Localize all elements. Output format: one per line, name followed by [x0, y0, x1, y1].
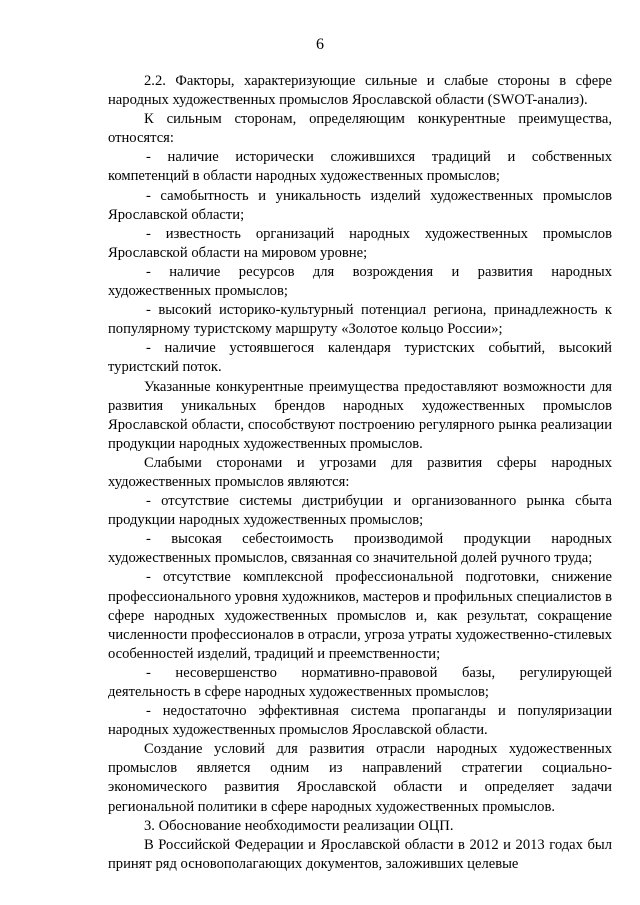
paragraph: Создание условий для развития отрасли народных художественных промыслов является одним из направлений стратегии социально-экономического развития Ярославской области и определяет задачи региональной политики в сфере народных художественных промыслов.: [108, 741, 612, 815]
list-item: - высокий историко-культурный потенциал региона, принадлежность к популярному туристскому маршруту «Золотое кольцо России»;: [108, 302, 612, 338]
list-item: - наличие ресурсов для возрождения и развития народных художественных промыслов;: [108, 263, 612, 300]
list-item: - наличие устоявшегося календаря туристских событий, высокий туристский поток.: [108, 340, 612, 376]
list-item: - несовершенство нормативно-правовой базы, регулирующей деятельность в сфере народных художественных промыслов;: [108, 664, 612, 700]
paragraph: К сильным сторонам, определяющим конкурентные преимущества, относятся:: [108, 111, 612, 147]
paragraph: В Российской Федерации и Ярославской области в 2012 и 2013 годах был принят ряд основополагающих документов, заложивших целевые: [108, 836, 612, 872]
paragraph: Указанные конкурентные преимущества предоставляют возможности для развития уникальных брендов народных художественных промыслов Ярославской области, способствуют построению регулярного рынка реализации продукции народных художественных промыслов.: [108, 378, 612, 452]
list-item: - отсутствие комплексной профессиональной подготовки, снижение профессионального уровня художников, мастеров и профильных специалистов в сфере народных художественных промыслов и, как результат, сокращение численности профессионалов в отрасли, угроза утраты художественно-стилевых особенностей изделий, традиций и преемственности;: [108, 569, 612, 662]
section-heading-2-2: 2.2. Факторы, характеризующие сильные и слабые стороны в сфере народных художественных промыслов Ярославской области (SWOT-анализ).: [108, 73, 612, 109]
list-item: - самобытность и уникальность изделий художественных промыслов Ярославской области;: [108, 187, 612, 223]
section-heading-3: 3. Обоснование необходимости реализации ОЦП.: [144, 817, 454, 834]
list-item: - отсутствие системы дистрибуции и организованного рынка сбыта продукции народных художественных промыслов;: [108, 493, 612, 529]
page-number: 6: [316, 36, 324, 53]
list-item: - наличие исторически сложившихся традиций и собственных компетенций в области народных художественных промыслов;: [108, 149, 612, 185]
list-item: - известность организаций народных художественных промыслов Ярославской области на мировом уровне;: [108, 225, 612, 261]
list-item: - высокая себестоимость производимой продукции народных художественных промыслов, связанная со значительной долей ручного труда;: [108, 531, 612, 567]
paragraph: Слабыми сторонами и угрозами для развития сферы народных художественных промыслов являются:: [108, 454, 612, 490]
document-body: [108, 72, 612, 874]
list-item: - недостаточно эффективная система пропаганды и популяризации народных художественных промыслов Ярославской области.: [108, 703, 612, 739]
